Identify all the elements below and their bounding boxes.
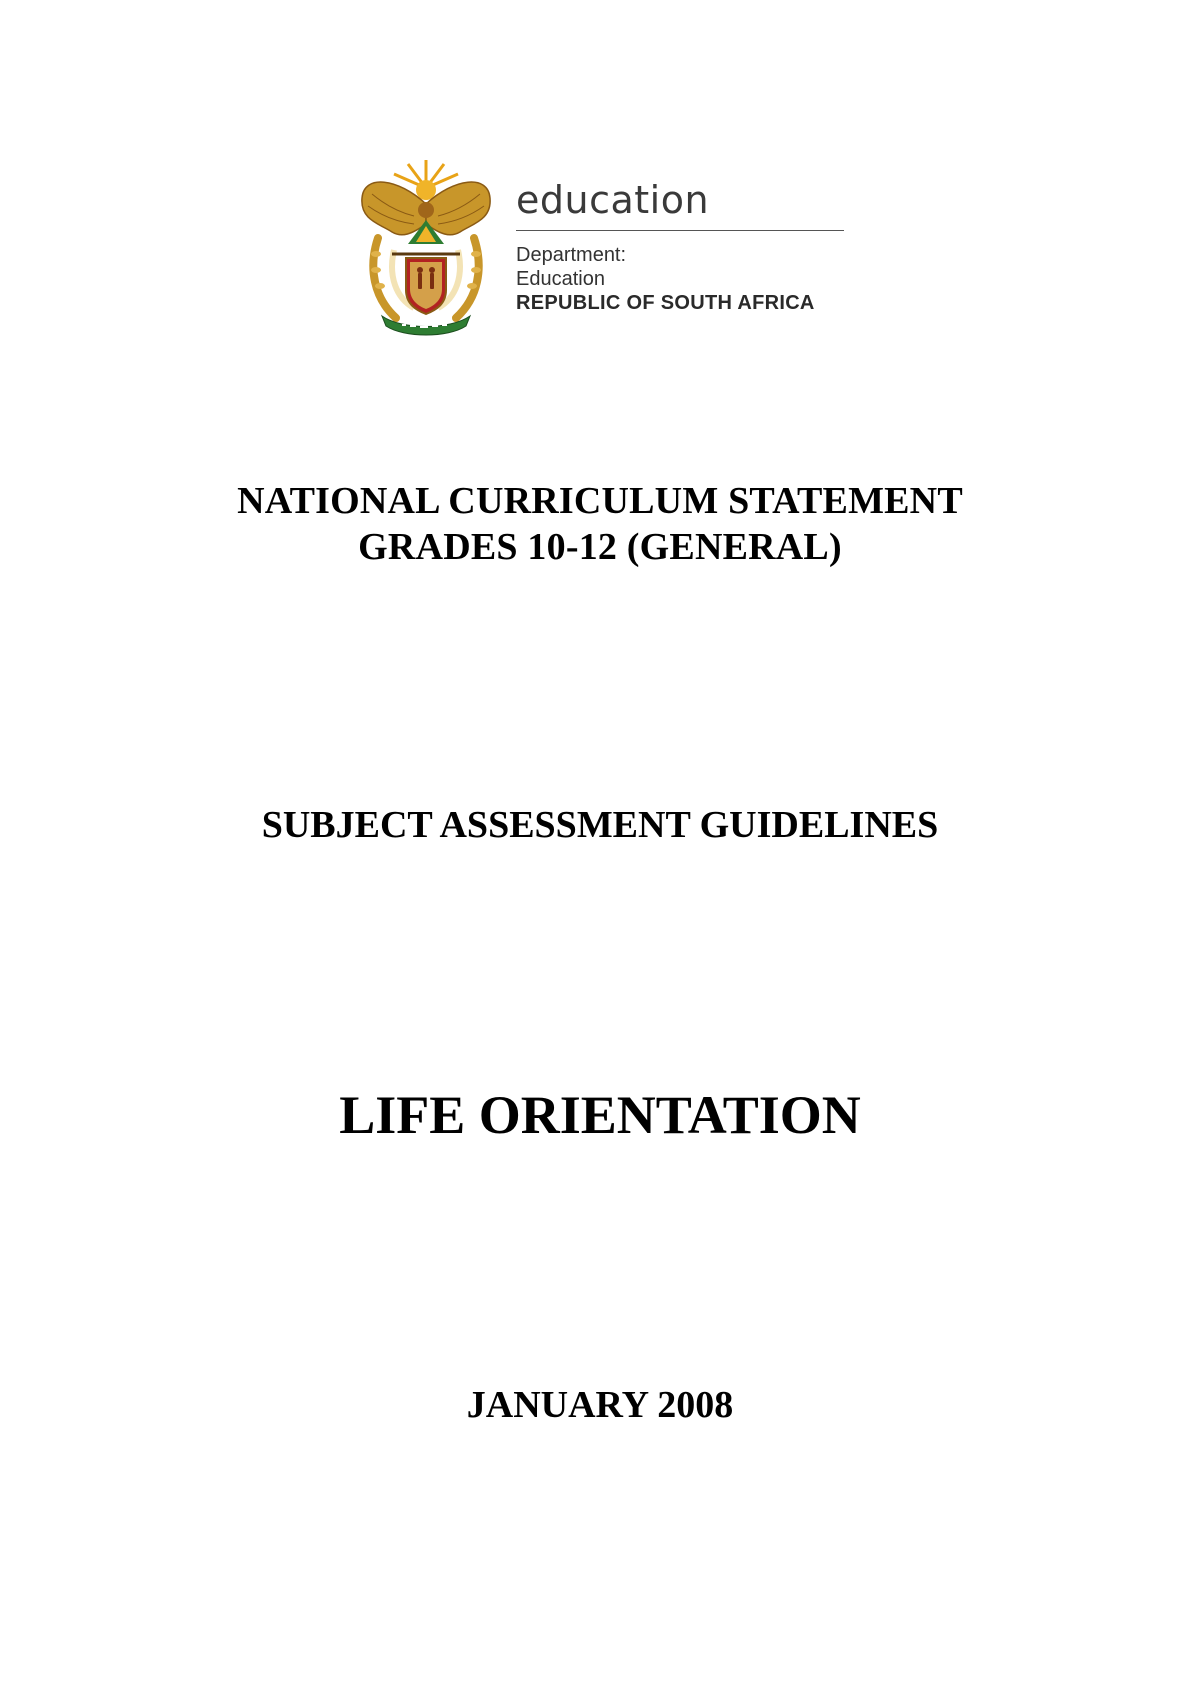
education-wordmark: education xyxy=(516,178,710,222)
document-subtitle: SUBJECT ASSESSMENT GUIDELINES xyxy=(261,804,939,846)
wordmark-divider xyxy=(516,230,844,231)
coat-of-arms-icon xyxy=(358,158,494,336)
department-label: Department: xyxy=(516,244,627,266)
department-text xyxy=(516,180,846,315)
department-logo xyxy=(358,150,858,340)
curriculum-title-line1: NATIONAL CURRICULUM STATEMENT xyxy=(237,480,963,522)
publication-date: JANUARY 2008 xyxy=(466,1384,734,1426)
curriculum-title-line2: GRADES 10-12 (GENERAL) xyxy=(358,526,842,568)
country-name: REPUBLIC OF SOUTH AFRICA xyxy=(516,292,815,314)
department-name: Education xyxy=(516,268,605,290)
curriculum-title xyxy=(0,478,1200,570)
subject-title: LIFE ORIENTATION xyxy=(339,1085,861,1145)
